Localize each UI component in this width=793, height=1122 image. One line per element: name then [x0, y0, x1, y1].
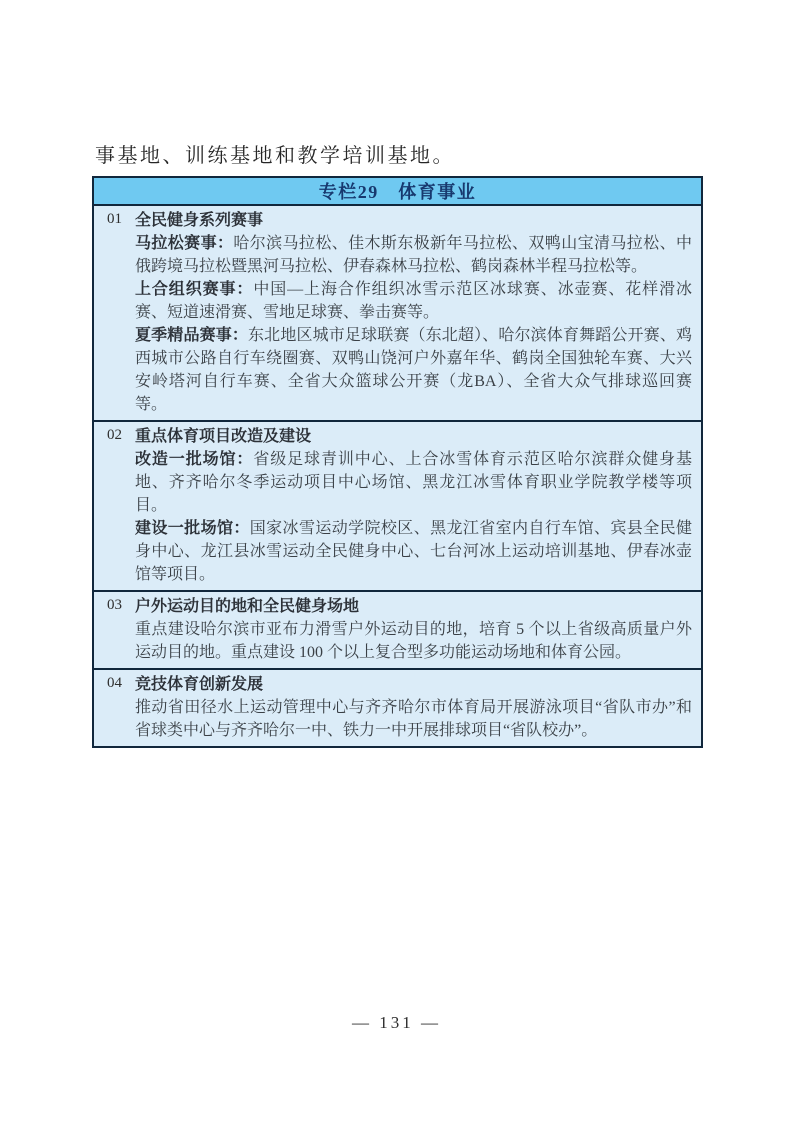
- paragraph-label: 建设一批场馆：: [135, 520, 250, 537]
- paragraph-text: 国家冰雪运动学院校区、黑龙江省室内自行车馆、宾县全民健身中心、龙江县冰雪运动全民健身中心、七台河冰上运动培训基地、伊春冰壶馆等项目。: [135, 520, 692, 583]
- panel-title: 专栏29 体育事业: [318, 182, 477, 202]
- paragraph-text: 推动省田径水上运动管理中心与齐齐哈尔市体育局开展游泳项目“省队市办”和省球类中心与齐齐哈尔一中、铁力一中开展排球项目“省队校办”。: [135, 699, 692, 739]
- paragraph-text: 省级足球青训中心、上合冰雪体育示范区哈尔滨群众健身基地、齐齐哈尔冬季运动项目中心场馆、黑龙江冰雪体育职业学院教学楼等项目。: [135, 451, 692, 514]
- panel-section: [94, 668, 701, 746]
- section-number: 01: [107, 211, 122, 227]
- section-paragraph: [135, 448, 692, 517]
- section-content: [135, 209, 701, 416]
- section-title: 户外运动目的地和全民健身场地: [135, 598, 360, 615]
- section-paragraph: [135, 517, 692, 586]
- panel-section: [94, 590, 701, 668]
- section-title: 全民健身系列赛事: [135, 212, 264, 229]
- section-title: 竞技体育创新发展: [135, 676, 264, 693]
- section-paragraph: [135, 618, 692, 664]
- page-number: — 131 —: [352, 1013, 441, 1032]
- paragraph-label: 上合组织赛事：: [135, 281, 254, 298]
- section-number: 04: [107, 675, 122, 691]
- section-content: [135, 425, 701, 586]
- section-title: 重点体育项目改造及建设: [135, 428, 312, 445]
- paragraph-text: 哈尔滨马拉松、佳木斯东极新年马拉松、双鸭山宝清马拉松、中俄跨境马拉松暨黑河马拉松、伊春森林马拉松、鹤岗森林半程马拉松等。: [135, 235, 692, 275]
- paragraph-text: 中国—上海合作组织冰雪示范区冰球赛、冰壶赛、花样滑冰赛、短道速滑赛、雪地足球赛、拳击赛等。: [135, 281, 692, 321]
- panel-header: [94, 178, 701, 206]
- section-paragraph: [135, 696, 692, 742]
- section-content: [135, 595, 701, 664]
- continuation-text: 事基地、训练基地和教学培训基地。: [95, 145, 455, 167]
- section-content: [135, 673, 701, 742]
- paragraph-label: 马拉松赛事：: [135, 235, 234, 252]
- paragraph-label: 改造一批场馆：: [135, 451, 254, 468]
- section-paragraph: [135, 232, 692, 278]
- section-number: 03: [107, 597, 122, 613]
- panel-section: [94, 206, 701, 420]
- section-paragraph: [135, 278, 692, 324]
- feature-panel: [92, 176, 703, 748]
- paragraph-text: 重点建设哈尔滨市亚布力滑雪户外运动目的地，培育 5 个以上省级高质量户外运动目的地。重点建设 100 个以上复合型多功能运动场地和体育公园。: [135, 621, 692, 661]
- paragraph-text: 东北地区城市足球联赛（东北超）、哈尔滨体育舞蹈公开赛、鸡西城市公路自行车绕圈赛、双鸭山饶河户外嘉年华、鹤岗全国独轮车赛、大兴安岭塔河自行车赛、全省大众篮球公开赛（龙BA）、全省大众气排球巡回赛等。: [135, 327, 692, 413]
- section-number: 02: [107, 427, 122, 443]
- section-paragraph: [135, 324, 692, 416]
- paragraph-label: 夏季精品赛事：: [135, 327, 249, 344]
- panel-section: [94, 420, 701, 590]
